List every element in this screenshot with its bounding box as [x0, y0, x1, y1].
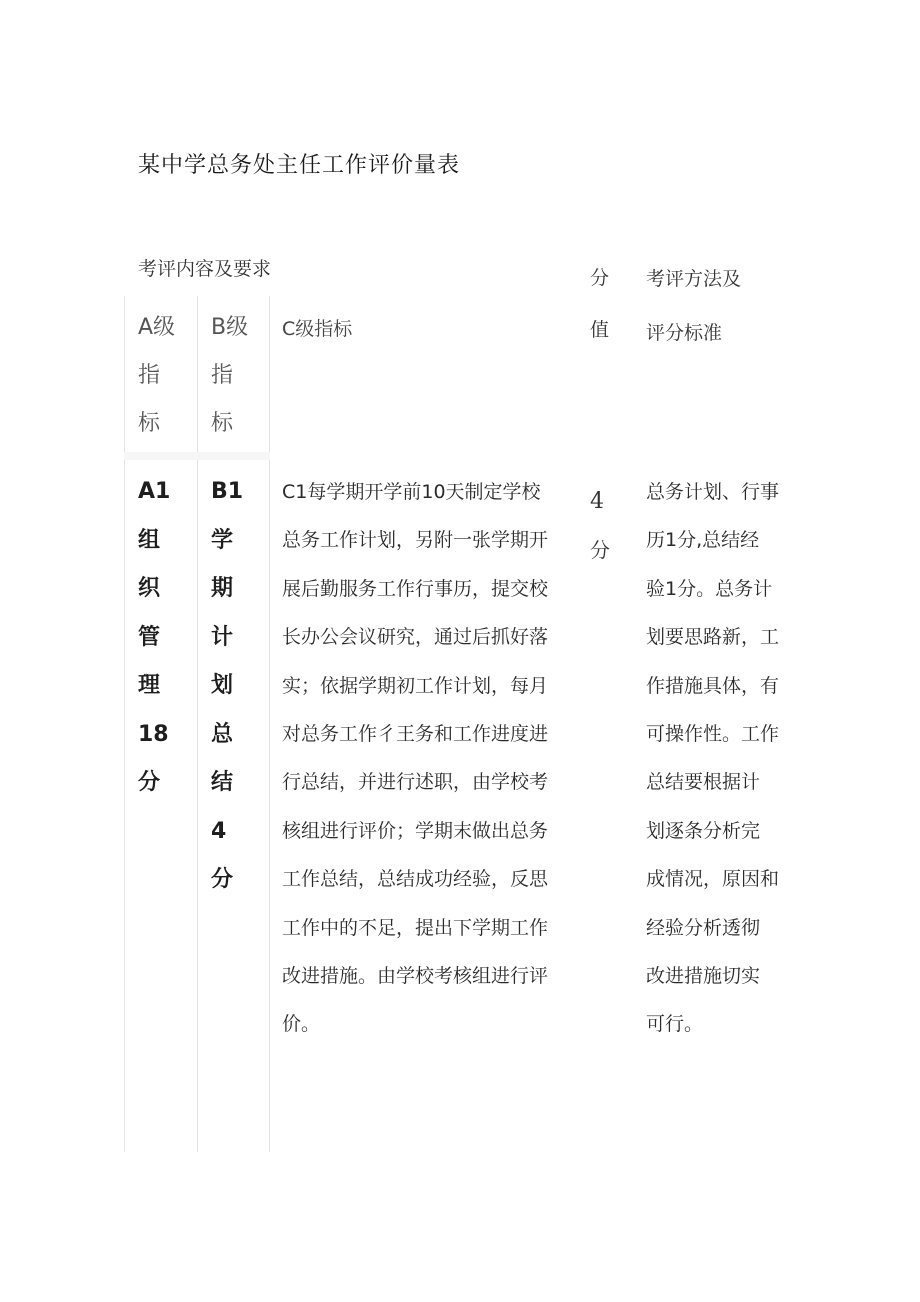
row-method-line: 可行。 — [646, 1013, 704, 1036]
row-b-indicator-line: 分 — [211, 867, 234, 892]
row-b-indicator-line: 总 — [211, 721, 234, 747]
row-method-line: 可操作性。工作 — [646, 723, 780, 746]
header-score-line: 值 — [590, 319, 610, 341]
header-score — [590, 252, 614, 356]
header-content-requirements: 考评内容及要求 — [138, 258, 272, 280]
row-a-indicator-line: 理 — [138, 673, 161, 698]
row-method-line: 划要思路新，工 — [646, 626, 780, 649]
row-a-indicator-line: 管 — [138, 624, 161, 650]
header-level-a-line: 标 — [138, 411, 161, 436]
row-a-indicator-line: A1 — [138, 479, 171, 504]
header-level-b-line: 指 — [211, 363, 234, 388]
row-method-line: 改进措施切实 — [646, 965, 761, 988]
header-method — [646, 252, 741, 360]
row-c-indicator — [282, 468, 572, 1049]
header-method-line: 评分标准 — [646, 322, 723, 344]
table-rule — [124, 296, 125, 1152]
header-method-line: 考评方法及 — [646, 268, 742, 290]
row-b-indicator-line: 期 — [211, 576, 234, 601]
row-c-indicator-line: 行总结，并进行述职，由学校考 — [282, 771, 549, 794]
table-rule — [197, 296, 198, 1152]
row-c-indicator-line: 核组进行评价；学期末做出总务 — [282, 819, 549, 842]
row-score-unit: 分 — [590, 538, 610, 562]
row-b-indicator — [211, 468, 243, 905]
header-score-line: 分 — [590, 267, 610, 289]
row-c-indicator-line: 实；依据学期初工作计划，每月 — [282, 674, 549, 697]
row-method-line: 总结要根据计 — [646, 771, 761, 794]
row-b-indicator-line: B1 — [211, 479, 244, 504]
row-method-line: 经验分析透彻 — [646, 916, 761, 939]
row-c-indicator-line: C1每学期开学前10天制定学校 — [282, 481, 541, 503]
row-a-indicator-line: 分 — [138, 770, 161, 795]
header-level-a-line: 指 — [138, 363, 161, 388]
row-b-indicator-line: 学 — [211, 527, 234, 553]
row-b-indicator-line: 划 — [211, 673, 234, 698]
header-level-c: C级指标 — [282, 318, 353, 340]
row-score-value: 4 — [590, 489, 604, 514]
row-c-indicator-line: 总务工作计划，另附一张学期开 — [282, 529, 549, 552]
row-a-indicator — [138, 468, 170, 808]
row-b-indicator-line: 4 — [211, 818, 227, 844]
row-method-line: 总务计划、行事 — [646, 481, 780, 503]
row-method-line: 历1分,总结经 — [646, 529, 760, 552]
row-b-indicator-line: 计 — [211, 624, 234, 650]
row-c-indicator-line: 对总务工作彳王务和工作进度进 — [282, 723, 549, 746]
row-method-line: 成情况，原因和 — [646, 868, 780, 891]
row-a-indicator-line: 组 — [138, 527, 161, 553]
row-c-indicator-line: 展后勤服务工作行事历，提交校 — [282, 577, 549, 600]
row-a-indicator-line: 织 — [138, 576, 161, 601]
row-c-indicator-line: 工作中的不足，提出下学期工作 — [282, 916, 549, 939]
table-rule — [269, 296, 270, 1152]
header-level-b — [211, 304, 248, 448]
row-method-line: 作措施具体，有 — [646, 674, 780, 697]
document-title: 某中学总务处主任工作评价量表 — [138, 153, 461, 178]
row-c-indicator-line: 长办公会议研究，通过后抓好落 — [282, 626, 549, 649]
header-level-a-line: A级 — [138, 315, 176, 340]
header-level-a — [138, 304, 175, 448]
header-level-b-line: 标 — [211, 411, 234, 436]
row-method-line: 划逐条分析完 — [646, 819, 761, 842]
row-a-indicator-line: 18 — [138, 721, 169, 747]
row-method — [646, 468, 796, 1049]
row-b-indicator-line: 结 — [211, 770, 234, 795]
row-score — [590, 478, 610, 574]
row-c-indicator-line: 改进措施。由学校考核组进行评 — [282, 965, 549, 988]
header-level-b-line: B级 — [211, 315, 249, 340]
row-method-line: 验1分。总务计 — [646, 577, 773, 600]
row-c-indicator-line: 价。 — [282, 1013, 321, 1036]
table-row-divider — [124, 452, 270, 460]
row-c-indicator-line: 工作总结，总结成功经验，反思 — [282, 868, 549, 891]
